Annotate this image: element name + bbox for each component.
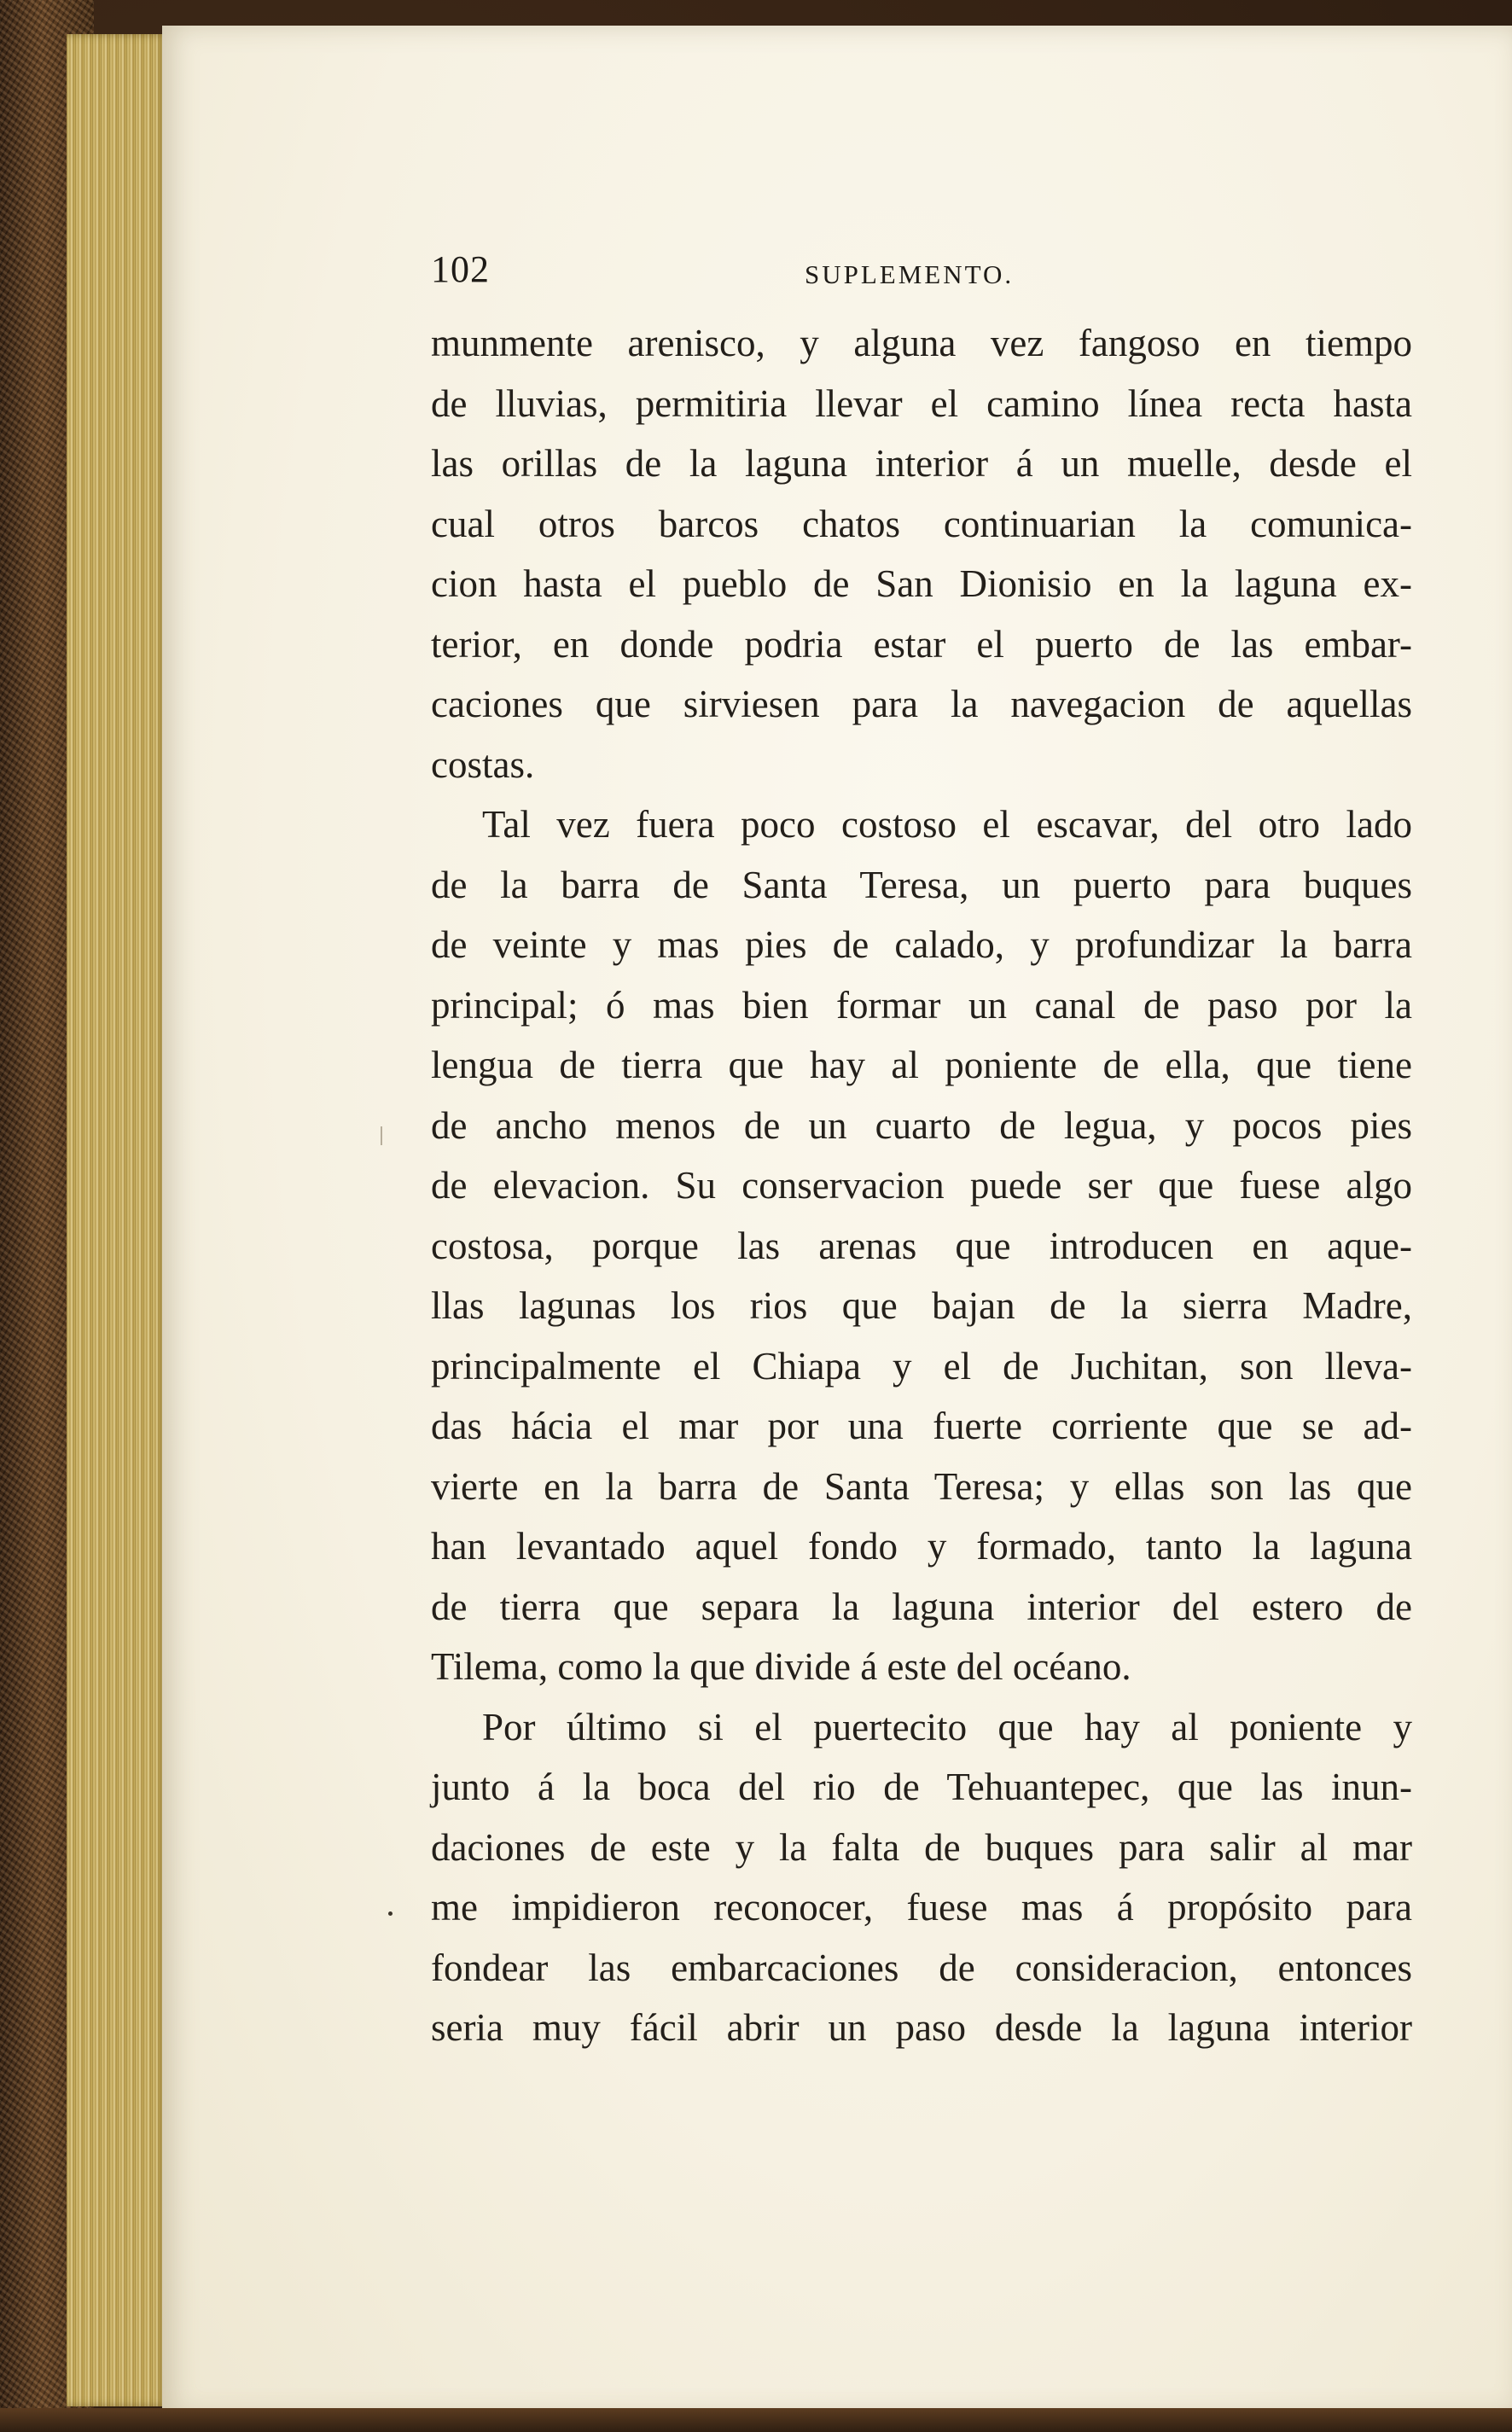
text-line: das hácia el mar por una fuerte corriente que se ad- — [431, 1405, 1412, 1447]
text-line: de ancho menos de un cuarto de legua, y pocos pies — [431, 1103, 1412, 1147]
text-line: fondear las embarcaciones de consideracion, entonces — [431, 1946, 1412, 1989]
text-line: costosa, porque las arenas que introducen en aque- — [431, 1224, 1412, 1267]
text-line: junto á la boca del rio de Tehuantepec, que las inun- — [431, 1766, 1412, 1808]
page-speck — [388, 1911, 393, 1916]
text-line: Por último si el puertecito que hay al poniente y — [482, 1705, 1412, 1748]
text-line: principal; ó mas bien formar un canal de paso por la — [431, 983, 1412, 1027]
text-line: principalmente el Chiapa y el de Juchitan, son lleva- — [431, 1344, 1412, 1388]
running-head: SUPLEMENTO. — [805, 259, 1015, 289]
page-header — [431, 247, 1412, 299]
text-line: caciones que sirviesen para la navegacion de aquellas — [431, 683, 1412, 725]
text-line: las orillas de la laguna interior á un muelle, desde el — [431, 442, 1412, 485]
text-line: cual otros barcos chatos continuarian la comunica- — [431, 502, 1412, 545]
body-text — [431, 313, 1412, 2058]
text-line: de tierra que separa la laguna interior del estero de — [431, 1585, 1412, 1628]
page-mark — [381, 1126, 382, 1145]
text-line: me impidieron reconocer, fuese mas á propósito para — [431, 1886, 1412, 1929]
text-line: han levantado aquel fondo y formado, tanto la laguna — [431, 1525, 1412, 1568]
text-line: munmente arenisco, y alguna vez fangoso en tiempo — [431, 322, 1412, 364]
page-number: 102 — [431, 248, 490, 290]
text-line: Tal vez fuera poco costoso el escavar, del otro lado — [482, 803, 1412, 846]
text-line: llas lagunas los rios que bajan de la sierra Madre, — [431, 1284, 1412, 1327]
text-line: de veinte y mas pies de calado, y profundizar la barra — [431, 923, 1412, 966]
cover-bottom-edge — [0, 2408, 1512, 2432]
text-line: seria muy fácil abrir un paso desde la laguna interior — [431, 2006, 1412, 2049]
text-line: de lluvias, permitiria llevar el camino línea recta hasta — [431, 381, 1412, 425]
text-line: de elevacion. Su conservacion puede ser que fuese algo — [431, 1164, 1412, 1207]
text-line: Tilema, como la que divide á este del océano. — [431, 1645, 1131, 1688]
text-line: daciones de este y la falta de buques para salir al mar — [431, 1825, 1412, 1869]
text-line: vierte en la barra de Santa Teresa; y ellas son las que — [431, 1464, 1412, 1508]
gilt-page-edges — [67, 34, 169, 2406]
text-line: cion hasta el pueblo de San Dionisio en la laguna ex- — [431, 562, 1412, 605]
text-line: terior, en donde podria estar el puerto de las embar- — [431, 622, 1412, 666]
text-line: lengua de tierra que hay al poniente de ella, que tiene — [431, 1044, 1412, 1086]
text-line: de la barra de Santa Teresa, un puerto para buques — [431, 863, 1412, 906]
text-line: costas. — [431, 742, 535, 786]
